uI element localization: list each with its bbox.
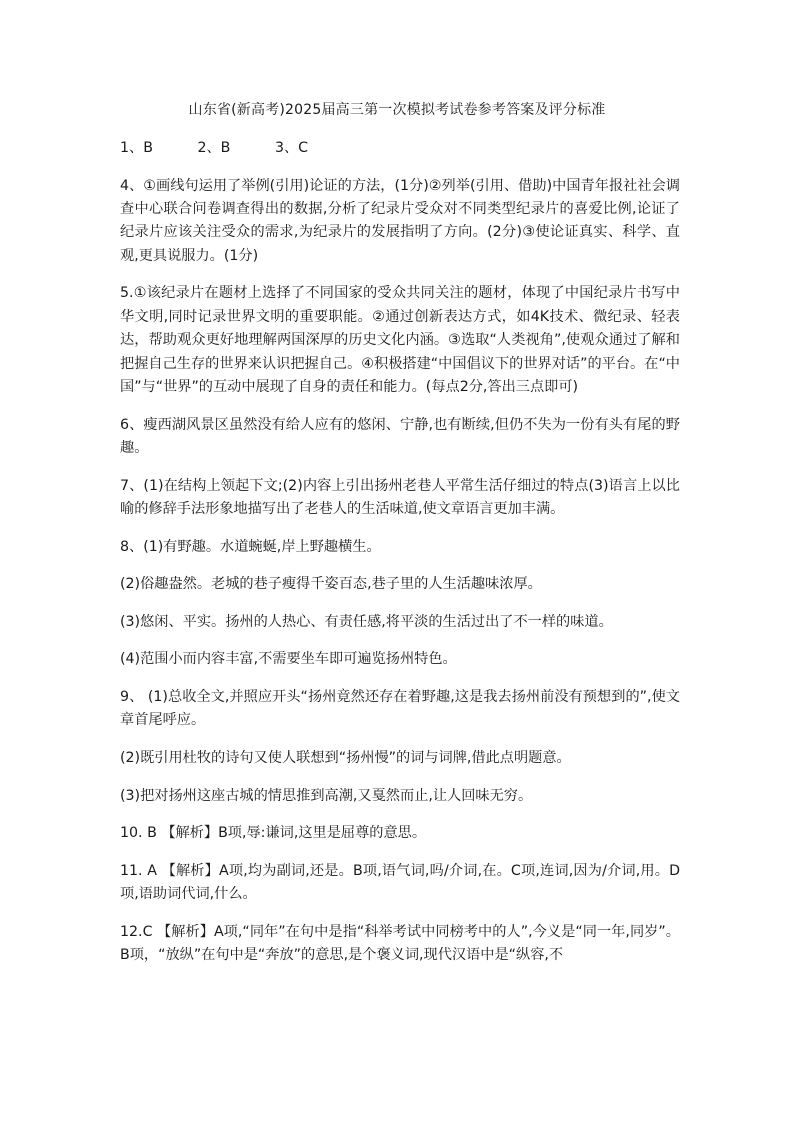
mcq-answers: [120, 137, 680, 160]
answer-q5: 5.①该纪录片在题材上选择了不同国家的受众共同关注的题材，体现了中国纪录片书写中华文明,同时记录世界文明的重要职能。②通过创新表达方式，如4K技术、微纪录、轻表达，帮助观众更好地理解两国深厚的历史文化内涵。③选取“人类视角”,使观众通过了解和把握自己生存的世界来认识把握自己。④积极搭建“中国倡议下的世界对话”的平台。在“中国”与“世界”的互动中展现了自身的责任和能力。(每点2分,答出三点即可): [120, 285, 680, 396]
answer-q11: 11. A 【解析】A项,均为副词,还是。B项,语气词,吗/介词,在。C项,连词,因为/介词,用。D项,语助词代词,什么。: [120, 862, 680, 903]
answer-q9-1: 9、 (1)总收全文,并照应开头“扬州竟然还存在着野趣,这是我去扬州前没有预想到的”,使文章首尾呼应。: [120, 689, 680, 729]
answer-q8-3: (3)悠闲、平实。扬州的人热心、有责任感,将平淡的生活过出了不一样的味道。: [120, 613, 613, 630]
answer-q10: 10. B 【解析】B项,辱:谦词,这里是屈尊的意思。: [120, 825, 427, 842]
answer-q8-4: (4)范围小而内容丰富,不需要坐车即可遍览扬州特色。: [120, 651, 457, 668]
answer-q2: 2、B: [197, 140, 231, 156]
answer-q3: 3、C: [274, 140, 309, 156]
answer-q8-1: 8、(1)有野趣。水道蜿蜒,岸上野趣横生。: [120, 538, 381, 555]
answer-q4: 4、①画线句运用了举例(引用)论证的方法，(1分)②列举(引用、借助)中国青年报社社会调查中心联合问卷调查得出的数据,分析了纪录片受众对不同类型纪录片的喜爱比例,论证了纪录片应该关注受众的需求,为纪录片的发展指明了方向。(2分)③使论证真实、科学、直观,更具说服力。(1分): [120, 177, 680, 264]
answer-q6: 6、瘦西湖风景区虽然没有给人应有的悠闲、宁静,也有断续,但仍不失为一份有头有尾的野趣。: [120, 416, 680, 457]
document-title: 山东省(新高考)2025届高三第一次模拟考试卷参考答案及评分标准: [188, 102, 606, 118]
answer-q8-2: (2)俗趣盎然。老城的巷子瘦得千姿百态,巷子里的人生活趣味浓厚。: [120, 576, 542, 593]
document-body: [120, 137, 680, 982]
answer-q9-2: (2)既引用杜牧的诗句又使人联想到“扬州慢”的词与词牌,借此点明题意。: [120, 750, 571, 766]
answer-q7: 7、(1)在结构上领起下文;(2)内容上引出扬州老巷人平常生活仔细过的特点(3)语言上以比喻的修辞手法形象地描写出了老巷人的生活味道,使文章语言更加丰满。: [120, 477, 680, 518]
answer-q12: 12.C 【解析】A项,“同年”在句中是指“科举考试中同榜考中的人”,今义是“同一年,同岁”。B项，“放纵”在句中是“奔放”的意思,是个褒义词,现代汉语中是“纵容,不: [120, 923, 680, 964]
answer-q9-3: (3)把对扬州这座古城的情思推到高潮,又戛然而止,让人回味无穷。: [120, 787, 533, 804]
answer-q1: 1、B: [120, 140, 153, 156]
